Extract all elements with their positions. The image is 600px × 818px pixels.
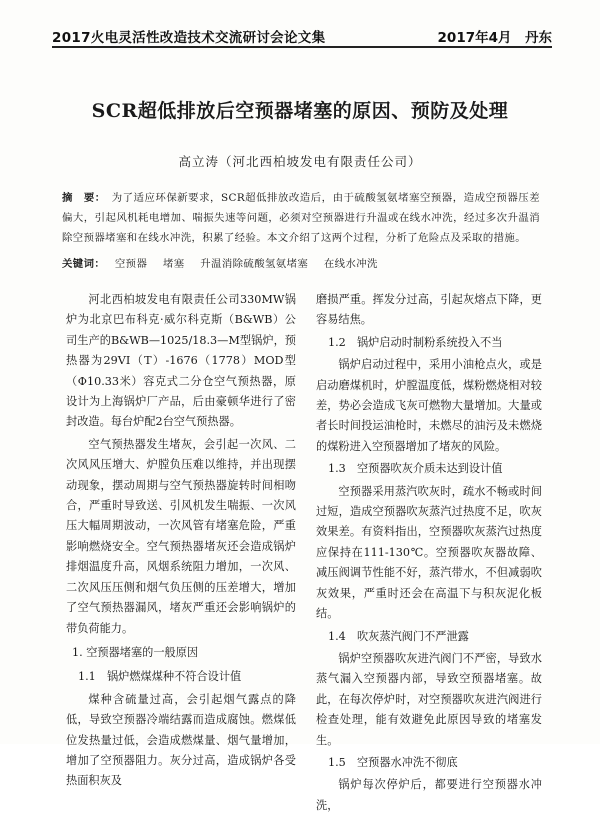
body-paragraph: 河北西柏坡发电有限责任公司330MW锅炉为北京巴布科克·威尔科克斯（B&WB）公司生产的B&WB—1025/18.3—M型锅炉，预热器为29VI（T）-1676（1778）MOD型（Φ10.33米）容克式二分仓空气预热器，原设计为上海锅炉厂产品，后由豪顿华进行了密封改造。每台炉配2台空气预热器。 xyxy=(66,293,296,429)
running-header xyxy=(52,26,552,44)
body-paragraph: 锅炉空预器吹灰进汽阀门不严密，导致水蒸气漏入空预器内部，导致空预器堵塞。故此，在每次停炉时，对空预器吹灰进汽阀进行检查处理，能有效避免此原因导致的堵塞发生。 xyxy=(316,651,542,747)
keywords-label: 关键词： xyxy=(62,258,106,270)
keyword: 在线水冲洗 xyxy=(323,258,378,270)
body-paragraph: 锅炉启动过程中，采用小油枪点火，或是启动磨煤机时，炉膛温度低，煤粉燃烧相对较差，势必会造成飞灰可燃物大量增加。大量或者长时间投运油枪时，未燃尽的油污及未燃烧的煤粉进入空预器增加了堵灰的风险。 xyxy=(316,358,542,453)
header-rule xyxy=(52,46,552,48)
body-paragraph: 锅炉每次停炉后，都要进行空预器水冲洗， xyxy=(316,778,542,812)
keywords xyxy=(62,255,540,273)
keyword: 堵塞 xyxy=(162,258,185,270)
body-right-column xyxy=(316,290,542,818)
body-paragraph: 煤种含硫量过高，会引起烟气露点的降低，导致空预器冷端结露而造成腐蚀。燃煤低位发热量过低，会造成燃煤量、烟气量增加，增加了空预器阻力。灰分过高，造成锅炉各受热面积灰及 xyxy=(66,692,296,788)
paper-title: SCR超低排放后空预器堵塞的原因、预防及处理 xyxy=(91,100,509,122)
abstract xyxy=(62,188,540,248)
body-paragraph: 空气预热器发生堵灰，会引起一次风、二次风风压增大、炉膛负压难以维持，并出现摆动现象，摆动周期与空气预热器旋转时间相吻合，严重时导致送、引风机发生喘振、一次风压大幅周期波动，一次风管有堵塞危险，严重影响燃烧安全。空气预热器堵灰还会造成锅炉排烟温度升高，风烟系统阻力增加，一次风、二次风压压侧和烟气负压侧的压差增大，增加了空气预热器漏风，堵灰严重还会影响锅炉的带负荷能力。 xyxy=(66,437,296,635)
abstract-text: 为了适应环保新要求，SCR超低排放改造后，由于硫酸氢氨堵塞空预器，造成空预器压差偏大，引起风机耗电增加、喘振失速等问题，必须对空预器进行升温或在线水冲洗，经过多次升温消除空预器堵塞和在线水冲洗，积累了经验。本文介绍了这两个过程，分析了危险点及采取的措施。 xyxy=(62,192,540,244)
subsection-heading: 1.5 空预器水冲洗不彻底 xyxy=(328,755,458,769)
subsection-heading: 1.3 空预器吹灰介质未达到设计值 xyxy=(328,462,503,476)
keyword: 升温消除硫酸氢氨堵塞 xyxy=(200,258,309,270)
keyword: 空预器 xyxy=(114,258,148,270)
abstract-label: 摘 要： xyxy=(62,192,106,204)
section-heading: 1. 空预器堵塞的一般原因 xyxy=(72,645,199,659)
subsection-heading: 1.1 锅炉燃煤煤种不符合设计值 xyxy=(78,670,242,684)
subsection-heading: 1.4 吹灰蒸汽阀门不严泄露 xyxy=(328,629,469,643)
subsection-heading: 1.2 锅炉启动时制粉系统投入不当 xyxy=(328,335,503,349)
body-paragraph: 磨损严重。挥发分过高，引起灰熔点下降，更容易结焦。 xyxy=(316,293,542,327)
paper-authors: 高立涛（河北西柏坡发电有限责任公司） xyxy=(178,154,422,169)
body-paragraph: 空预器采用蒸汽吹灰时，疏水不畅或时间过短，造成空预器吹灰蒸汽过热度不足，吹灰效果差。有资料指出，空预器吹灰蒸汽过热度应保持在111-130℃。空预器吹灰器故障、减压阀调节性能不好，蒸汽带水，不但减弱吹灰效果，严重时还会在高温下与积灰泥化板结。 xyxy=(316,484,542,621)
header-date-location: 2017年4月 丹东 xyxy=(437,30,552,46)
body-left-column xyxy=(66,290,296,794)
header-proceedings-title: 2017火电灵活性改造技术交流研讨会论文集 xyxy=(52,30,326,46)
